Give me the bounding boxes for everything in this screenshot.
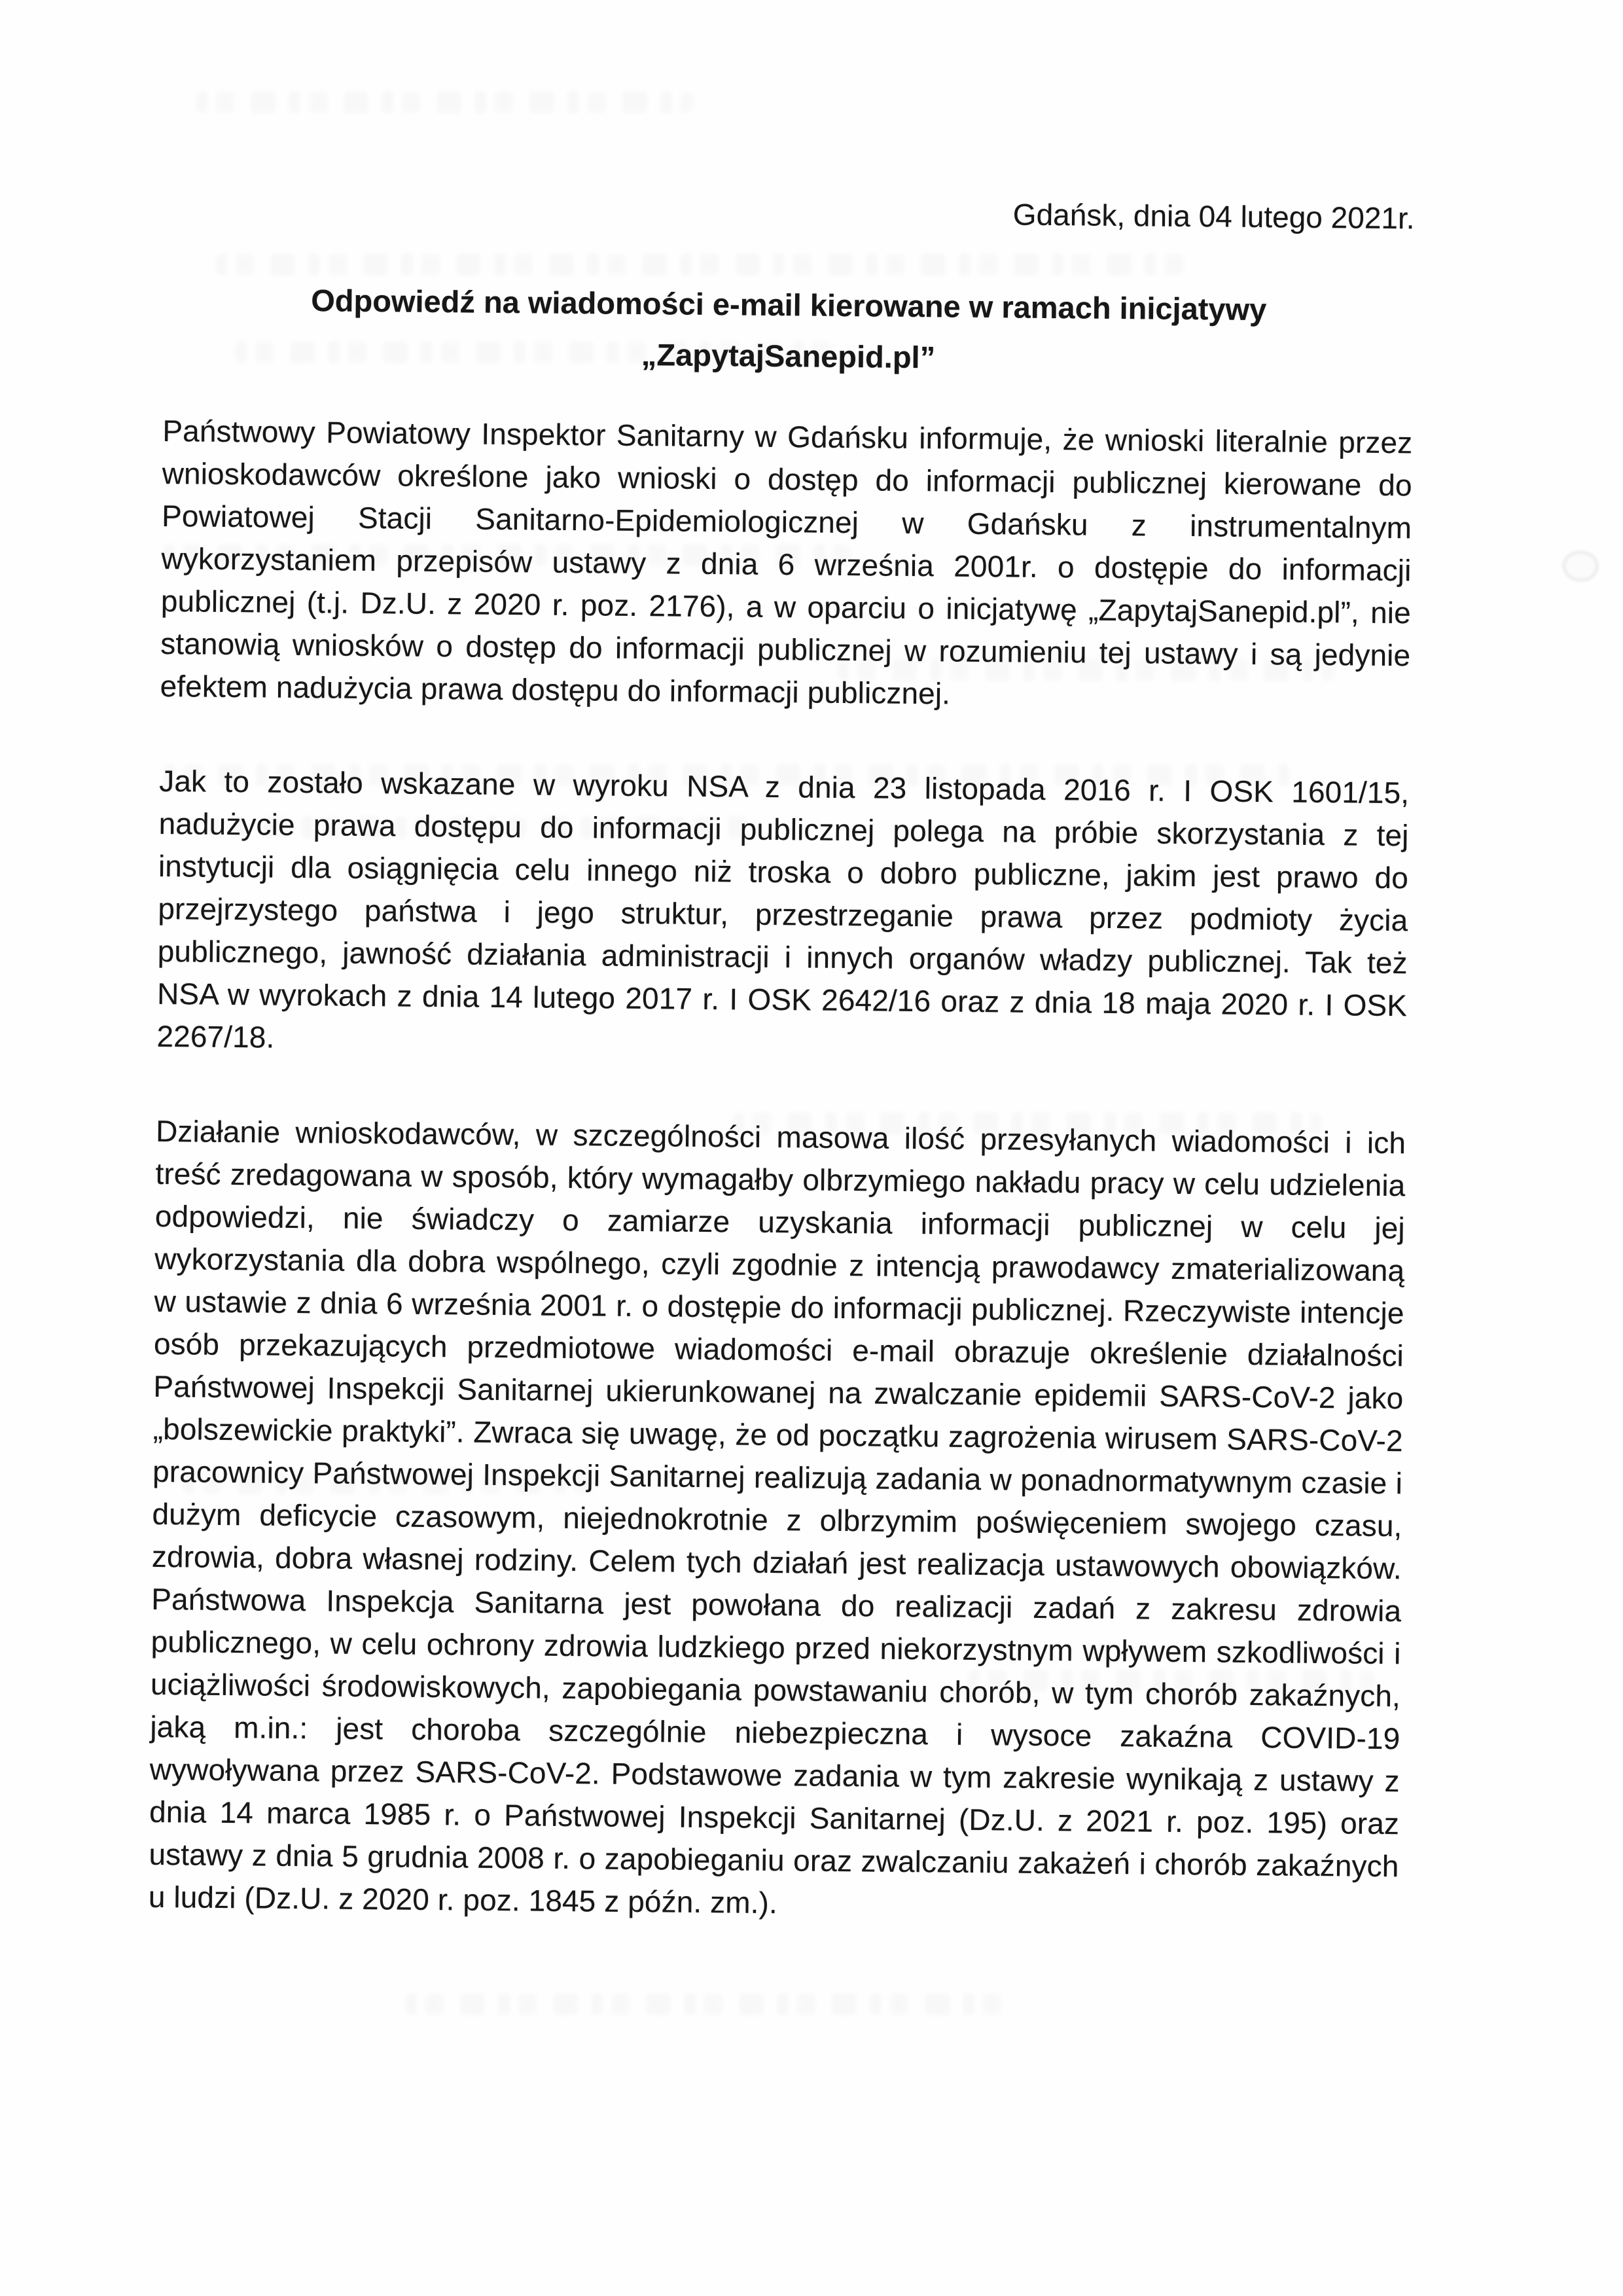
- document-title-line2: „ZapytajSanepid.pl”: [641, 337, 936, 375]
- document-title: [163, 274, 1414, 387]
- paragraph-2: Jak to zostało wskazane w wyroku NSA z dnia 23 listopada 2016 r. I OSK 1601/15, nadużycie prawa dostępu do informacji publicznej polega na próbie skorzystania z tej instytucji dla osiągnięcia celu innego niż troska o dobro publiczne, jakim jest prawo do przejrzystego państwa i jego struktur, przestrzeganie prawa przez podmioty życia publicznego, jawność działania administracji i innych organów władzy publicznej. Tak też NSA w wyrokach z dnia 14 lutego 2017 r. I OSK 2642/16 oraz z dnia 18 maja 2020 r. I OSK 2267/18.: [156, 763, 1410, 1054]
- date-line: Gdańsk, dnia 04 lutego 2021r.: [1012, 197, 1415, 236]
- bleed-through-artifact: [196, 92, 694, 113]
- letter-content: [149, 185, 1415, 1930]
- scan-smudge: [1563, 551, 1598, 581]
- document-title-line1: Odpowiedź na wiadomości e-mail kierowane w ramach inicjatywy: [311, 283, 1267, 327]
- letter-body: [149, 410, 1413, 1930]
- paragraph-3: Działanie wnioskodawców, w szczególności masowa ilość przesyłanych wiadomości i ich treść zredagowana w sposób, który wymagałby olbrzymiego nakładu pracy w celu udzielenia odpowiedzi, nie świadczy o zamiarze uzyskania informacji publicznej w celu jej wykorzystania dla dobra wspólnego, czyli zgodnie z intencją prawodawcy zmaterializowaną w ustawie z dnia 6 września 2001 r. o dostępie do informacji publicznej. Rzeczywiste intencje osób przekazujących przedmiotowe wiadomości e-mail obrazuje określenie działalności Państwowej Inspekcji Sanitarnej ukierunkowanej na zwalczanie epidemii SARS-CoV-2 jako „bolszewickie praktyki”. Zwraca się uwagę, że od początku zagrożenia wirusem SARS-CoV-2 pracownicy Państwowej Inspekcji Sanitarnej realizują zadania w ponadnormatywnym czasie i dużym deficycie czasowym, niejednokrotnie z olbrzymim poświęceniem swojego czasu, zdrowia, dobra własnej rodziny. Celem tych działań jest realizacja ustawowych obowiązków. Państwowa Inspekcja Sanitarna jest powołana do realizacji zadań z zakresu zdrowia publicznego, w celu ochrony zdrowia ludzkiego przed niekorzystnym wpływem szkodliwości i uciążliwości środowiskowych, zapobiegania powstawaniu chorób, w tym chorób zakaźnych, jaką m.in.: jest choroba szczególnie niebezpieczna i wysoce zakaźna COVID-19 wywoływana przez SARS-CoV-2. Podstawowe zadania w tym zakresie wynikają z ustawy z dnia 14 marca 1985 r. o Państwowej Inspekcji Sanitarnej (Dz.U. z 2021 r. poz. 195) oraz ustawy z dnia 5 grudnia 2008 r. o zapobieganiu oraz zwalczaniu zakażeń i chorób zakaźnych u ludzi (Dz.U. z 2020 r. poz. 1845 z późn. zm.).: [148, 1113, 1406, 1920]
- bleed-through-artifact: [406, 1994, 1008, 2015]
- paragraph-1: Państwowy Powiatowy Inspektor Sanitarny w Gdańsku informuje, że wnioski literalnie przez wnioskodawców określone jako wnioski o dostęp do informacji publicznej kierowane do Powiatowej Stacji Sanitarno-Epidemiologicznej w Gdańsku z instrumentalnym wykorzystaniem przepisów ustawy z dnia 6 września 2001r. o dostępie do informacji publicznej (t.j. Dz.U. z 2020 r. poz. 2176), a w oparciu o inicjatywę „ZapytajSanepid.pl”, nie stanowią wniosków o dostęp do informacji publicznej w rozumieniu tej ustawy i są jedynie efektem nadużycia prawa dostępu do informacji publicznej.: [160, 413, 1413, 711]
